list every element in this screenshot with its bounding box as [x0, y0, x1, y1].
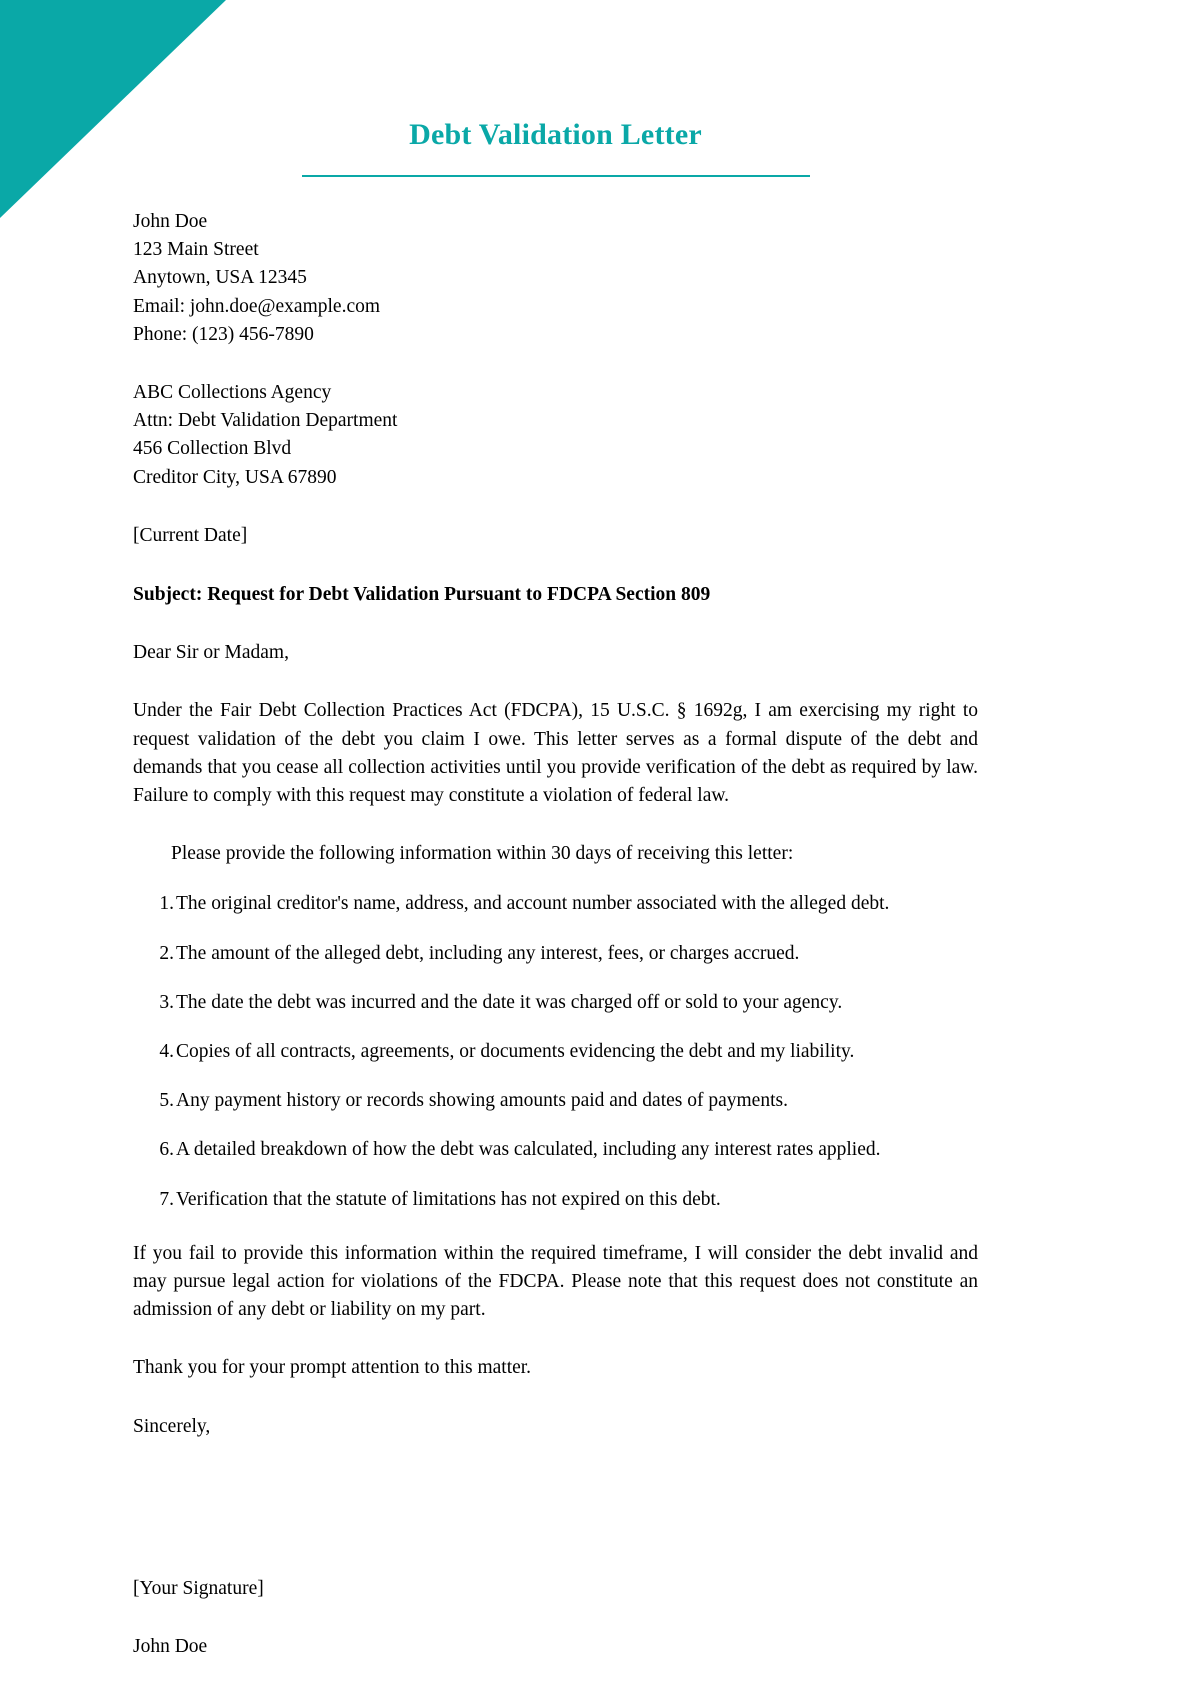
signature-placeholder: [Your Signature] — [133, 1577, 264, 1599]
list-item-number: 2. — [159, 942, 174, 964]
sender-phone: Phone: (123) 456-7890 — [133, 323, 314, 345]
recipient-city-state-zip: Creditor City, USA 67890 — [133, 466, 337, 488]
list-item-number: 5. — [159, 1090, 174, 1112]
signature-space — [133, 1471, 978, 1575]
sender-city-state-zip: Anytown, USA 12345 — [133, 267, 307, 289]
list-item-label: The amount of the alleged debt, including any interest, fees, or charges accrued. — [176, 942, 800, 964]
letter-date: [Current Date] — [133, 524, 248, 546]
recipient-address-block — [133, 379, 978, 492]
recipient-attention: Attn: Debt Validation Department — [133, 410, 398, 432]
list-item-label: A detailed breakdown of how the debt was calculated, including any interest rates applied. — [176, 1139, 881, 1161]
list-item-number: 7. — [159, 1188, 174, 1210]
list-item-label: Copies of all contracts, agreements, or documents evidencing the debt and my liability. — [176, 1041, 855, 1063]
list-item — [133, 890, 978, 918]
closing-paragraph: If you fail to provide this information within the required timeframe, I will consider the debt invalid and may pursue legal action for violations of the FDCPA. Please note that this request does not constitute an admission of any debt or liability on my part. — [133, 1242, 978, 1321]
list-item — [133, 1038, 978, 1066]
recipient-company: ABC Collections Agency — [133, 382, 332, 404]
sender-name: John Doe — [133, 211, 208, 232]
list-item — [133, 989, 978, 1017]
page-title: Debt Validation Letter — [409, 118, 702, 151]
list-item-label: Verification that the statute of limitations has not expired on this debt. — [176, 1188, 721, 1210]
list-item — [133, 1136, 978, 1164]
signer-name: John Doe — [133, 1636, 208, 1658]
letter-content — [133, 0, 978, 1661]
list-item — [133, 1087, 978, 1115]
title-section — [133, 118, 978, 177]
list-item-number: 1. — [159, 893, 174, 915]
subject-line: Subject: Request for Debt Validation Pursuant to FDCPA Section 809 — [133, 584, 711, 606]
signoff-closing: Sincerely, — [133, 1415, 211, 1437]
requested-information-list — [133, 890, 978, 1213]
title-divider — [302, 175, 810, 177]
recipient-street: 456 Collection Blvd — [133, 438, 292, 460]
body-paragraph-1: Under the Fair Debt Collection Practices Act (FDCPA), 15 U.S.C. § 1692g, I am exercising my right to request validation of the debt you claim I owe. This letter serves as a formal dispute of the debt and demands that you cease all collection activities until you provide verification of the debt as required by law. Failure to comply with this request may constitute a violation of federal law. — [133, 700, 978, 807]
salutation: Dear Sir or Madam, — [133, 642, 289, 664]
sender-street: 123 Main Street — [133, 239, 259, 261]
list-item-label: Any payment history or records showing amounts paid and dates of payments. — [176, 1090, 788, 1112]
list-item-number: 4. — [159, 1041, 174, 1063]
sender-address-block — [133, 208, 978, 349]
list-item — [133, 940, 978, 968]
thank-you-line: Thank you for your prompt attention to this matter. — [133, 1357, 532, 1379]
list-item — [133, 1186, 978, 1214]
letter-body — [133, 208, 978, 1661]
sender-email: Email: john.doe@example.com — [133, 295, 381, 317]
list-item-number: 3. — [159, 991, 174, 1013]
list-intro-paragraph: Please provide the following information within 30 days of receiving this letter: — [171, 843, 794, 865]
list-item-label: The date the debt was incurred and the date it was charged off or sold to your agency. — [176, 991, 843, 1013]
list-item-label: The original creditor's name, address, and account number associated with the alleged debt. — [176, 893, 890, 915]
list-item-number: 6. — [159, 1139, 174, 1161]
